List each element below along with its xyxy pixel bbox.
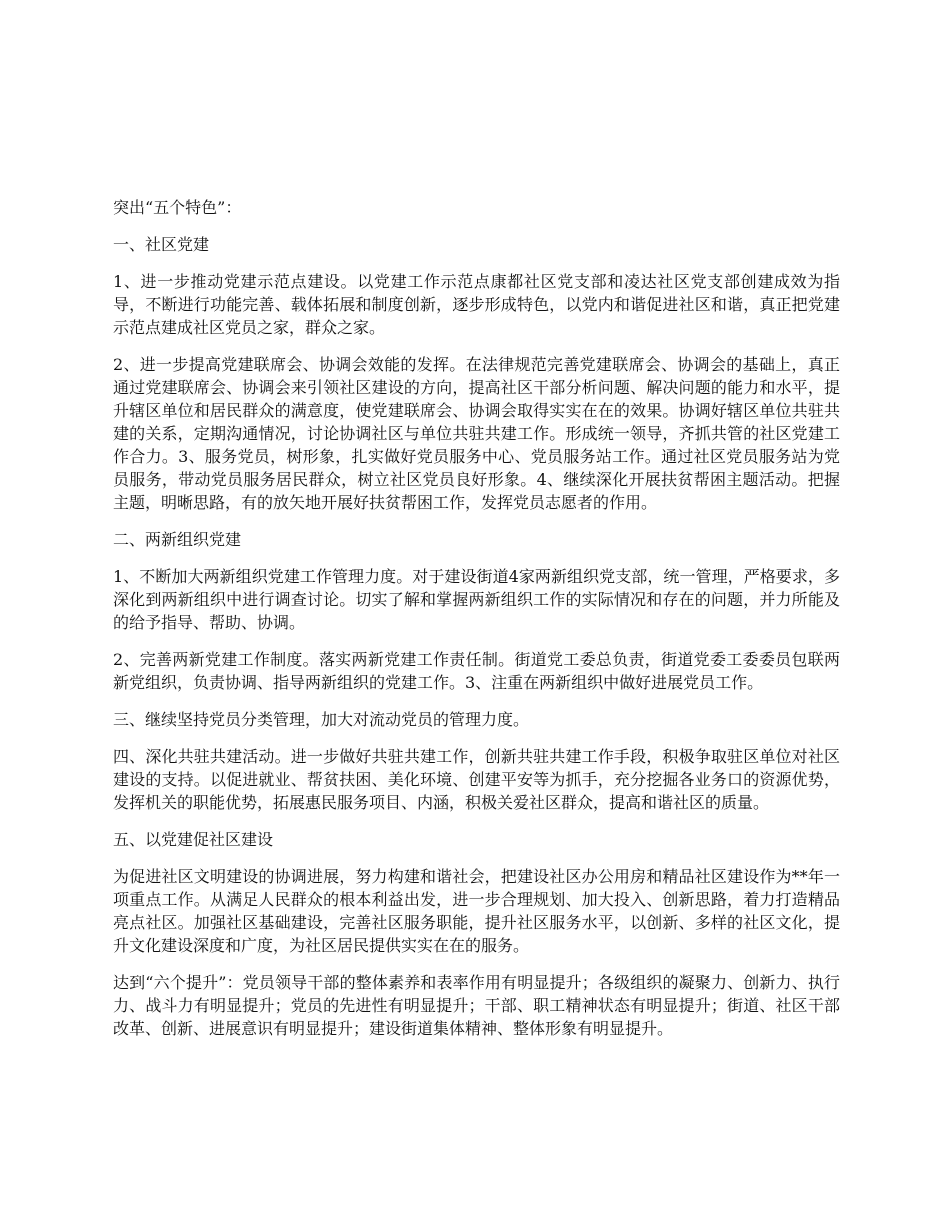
paragraph-joint-meeting: 2、进一步提高党建联席会、协调会效能的发挥。在法律规范完善党建联席会、协调会的基础上，真正通过党建联席会、协调会来引领社区建设的方向，提高社区干部分析问题、解决问题的能力和水平，提升辖区单位和居民群众的满意度，使党建联席会、协调会取得实实在在的效果。协调好辖区单位共驻共建的关系，定期沟通情况，讨论协调社区与单位共驻共建工作。形成统一领导，齐抓共管的社区党建工作合力。3、服务党员，树形象，扎实做好党员服务中心、党员服务站工作。通过社区党员服务站为党员服务，带动党员服务居民群众，树立社区党员良好形象。4、继续深化开展扶贫帮困主题活动。把握主题，明晰思路，有的放矢地开展好扶贫帮困工作，发挥党员志愿者的作用。 (113, 355, 840, 512)
paragraph-management-strength: 1、不断加大两新组织党建工作管理力度。对于建设街道4家两新组织党支部，统一管理，严格要求，多深化到两新组织中进行调查讨论。切实了解和掌握两新组织工作的实际情况和存在的问题，并力所能及的给予指导、帮助、协调。 (113, 567, 840, 632)
paragraph-co-construction: 四、深化共驻共建活动。进一步做好共驻共建工作，创新共驻共建工作手段，积极争取驻区单位对社区建设的支持。以促进就业、帮贫扶困、美化环境、创建平安等为抓手，充分挖掘各业务口的资源优势，发挥机关的职能优势，拓展惠民服务项目、内涵，积极关爱社区群众，提高和谐社区的质量。 (113, 747, 840, 812)
paragraph-work-system: 2、完善两新党建工作制度。落实两新党建工作责任制。街道党工委总负责，街道党委工委委员包联两新党组织，负责协调、指导两新组织的党建工作。3、注重在两新组织中做好进展党员工作。 (113, 650, 840, 692)
section-heading-member-management: 三、继续坚持党员分类管理，加大对流动党员的管理力度。 (113, 710, 530, 729)
section-heading-community-party: 一、社区党建 (113, 235, 210, 254)
section-heading-community-building: 五、以党建促社区建设 (113, 830, 274, 849)
paragraph-demonstration-site: 1、进一步推动党建示范点建设。以党建工作示范点康都社区党支部和凌达社区党支部创建成效为指导，不断进行功能完善、载体拓展和制度创新，逐步形成特色，以党内和谐促进社区和谐，真正把党建示范点建成社区党员之家，群众之家。 (113, 272, 840, 337)
paragraph-civilization-building: 为促进社区文明建设的协调进展，努力构建和谐社会，把建设社区办公用房和精品社区建设作为**年一项重点工作。从满足人民群众的根本利益出发，进一步合理规划、加大投入、创新思路，着力打造精品亮点社区。加强社区基础建设，完善社区服务职能，提升社区服务水平，以创新、多样的社区文化，提升文化建设深度和广度，为社区居民提供实实在在的服务。 (113, 867, 840, 955)
intro-heading: 突出“五个特色”： (113, 198, 242, 217)
document-body (113, 196, 840, 1054)
section-heading-new-organizations: 二、两新组织党建 (113, 530, 242, 549)
paragraph-six-improvements: 达到“六个提升”：党员领导干部的整体素养和表率作用有明显提升；各级组织的凝聚力、创新力、执行力、战斗力有明显提升；党员的先进性有明显提升；干部、职工精神状态有明显提升；街道、社区干部改革、创新、进展意识有明显提升；建设街道集体精神、整体形象有明显提升。 (113, 973, 840, 1038)
